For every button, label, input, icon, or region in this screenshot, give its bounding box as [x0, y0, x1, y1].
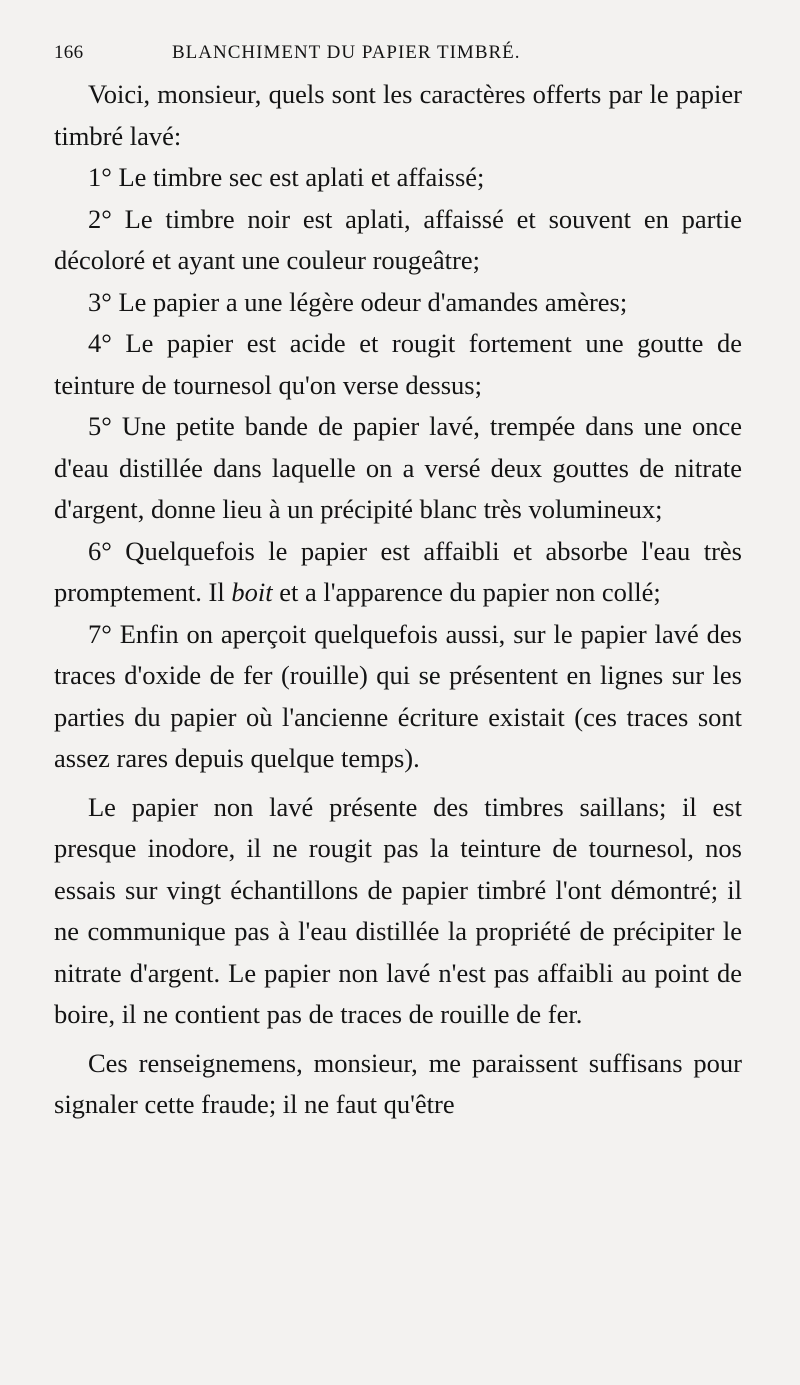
running-header: [54, 42, 742, 64]
intro-paragraph: Voici, monsieur, quels sont les caractères offerts par le papier timbré lavé:: [54, 79, 742, 151]
list-item-6: [54, 531, 742, 614]
list-item-6-italic: boit: [231, 577, 273, 607]
list-item-3: 3° Le papier a une légère odeur d'amandes amères;: [88, 286, 628, 317]
list-item-7: 7° Enfin on aperçoit quelquefois aussi, sur le papier lavé des traces d'oxide de fer (rouille) qui se présentent en lignes sur les parties du papier où l'ancienne écriture existait (ces traces sont assez rares depuis quelque temps).: [54, 618, 742, 773]
final-paragraph: Ces renseignemens, monsieur, me paraissent suffisans pour signaler cette fraude; il ne faut qu'être: [54, 1047, 742, 1119]
list-item-6-text-a: 6° Quelquefois le papier est affaibli et absorbe l'eau très promptement. Il: [54, 535, 742, 607]
list-item-4: 4° Le papier est acide et rougit fortement une goutte de teinture de tournesol qu'on verse dessus;: [54, 328, 742, 400]
list-item-2: 2° Le timbre noir est aplati, affaissé et souvent en partie décoloré et ayant une couleur rougeâtre;: [54, 203, 742, 275]
running-title: BLANCHIMENT DU PAPIER TIMBRÉ.: [172, 42, 521, 63]
page-number: 166: [54, 42, 84, 63]
non-lave-paragraph: Le papier non lavé présente des timbres saillans; il est presque inodore, il ne rougit pas la teinture de tournesol, nos essais sur vingt échantillons de papier timbré l'ont démontré; il ne communique pas à l'eau distillée la propriété de précipiter le nitrate d'argent. Le papier non lavé n'est pas affaibli au point de boire, il ne contient pas de traces de rouille de fer.: [54, 791, 742, 1029]
list-item-6-text-b: et a l'apparence du papier non collé;: [272, 577, 661, 607]
list-item-5: 5° Une petite bande de papier lavé, trempée dans une once d'eau distillée dans laquelle on a versé deux gouttes de nitrate d'argent, donne lieu à un précipité blanc très volumineux;: [54, 411, 742, 524]
list-item-1: 1° Le timbre sec est aplati et affaissé;: [88, 162, 485, 192]
